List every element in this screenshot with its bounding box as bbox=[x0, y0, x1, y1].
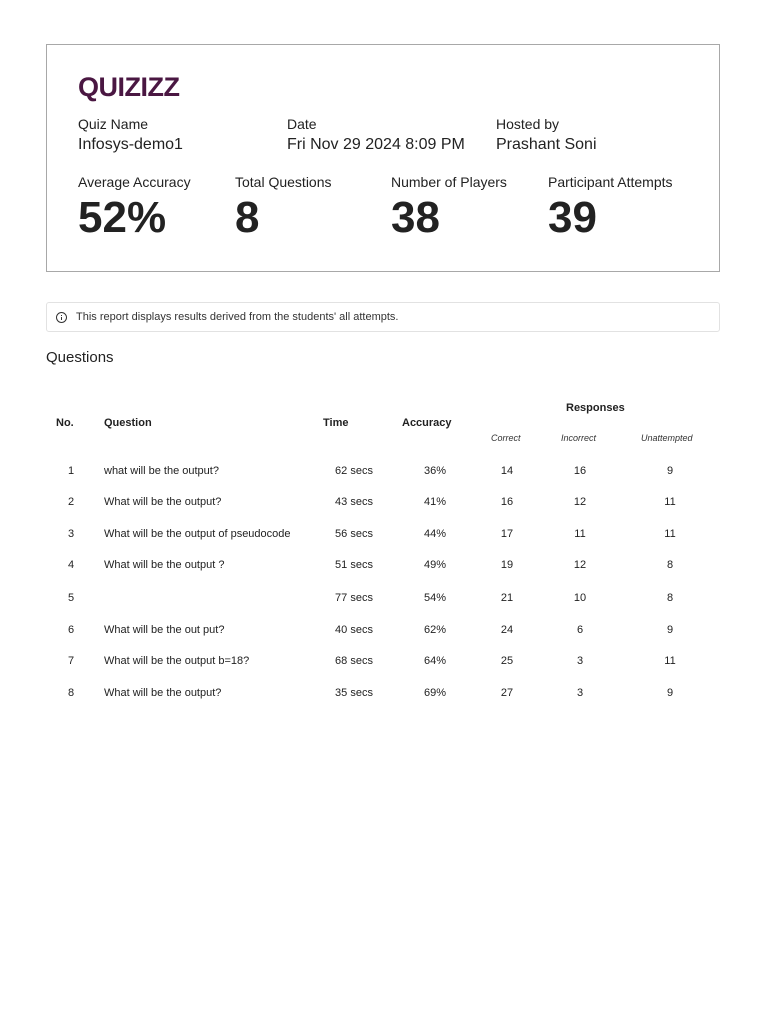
row-correct: 17 bbox=[500, 528, 514, 540]
row-correct: 24 bbox=[500, 624, 514, 636]
header-incorrect: Incorrect bbox=[561, 433, 597, 443]
number-of-players-value: 38 bbox=[391, 193, 440, 242]
row-unattempted: 8 bbox=[666, 592, 674, 604]
row-number: 1 bbox=[67, 465, 75, 477]
table-row bbox=[0, 461, 768, 481]
row-accuracy: 44% bbox=[423, 528, 447, 540]
row-correct: 16 bbox=[500, 496, 514, 508]
row-accuracy: 41% bbox=[423, 496, 447, 508]
row-number: 5 bbox=[67, 592, 75, 604]
participant-attempts-label: Participant Attempts bbox=[548, 174, 673, 190]
row-correct: 14 bbox=[500, 465, 514, 477]
attempts-notice bbox=[46, 302, 720, 332]
average-accuracy-label: Average Accuracy bbox=[78, 174, 191, 190]
row-question: What will be the out put? bbox=[104, 624, 225, 636]
row-correct: 25 bbox=[500, 655, 514, 667]
row-accuracy: 69% bbox=[423, 687, 447, 699]
row-question: what will be the output? bbox=[104, 465, 219, 477]
quiz-name-value: Infosys-demo1 bbox=[78, 136, 183, 153]
row-number: 6 bbox=[67, 624, 75, 636]
row-question: What will be the output? bbox=[104, 687, 222, 699]
row-number: 7 bbox=[67, 655, 75, 667]
number-of-players-label: Number of Players bbox=[391, 174, 507, 190]
header-unattempted: Unattempted bbox=[641, 433, 693, 443]
table-row bbox=[0, 651, 768, 671]
table-row bbox=[0, 555, 768, 575]
logo-text: QUIZIZZ bbox=[78, 72, 180, 102]
row-unattempted: 11 bbox=[664, 496, 676, 508]
header-responses: Responses bbox=[566, 402, 625, 414]
row-unattempted: 9 bbox=[666, 465, 674, 477]
row-incorrect: 3 bbox=[576, 687, 584, 699]
header-accuracy: Accuracy bbox=[402, 417, 452, 429]
row-question: What will be the output b=18? bbox=[104, 655, 250, 667]
row-incorrect: 12 bbox=[573, 496, 587, 508]
row-incorrect: 11 bbox=[574, 528, 586, 540]
header-correct: Correct bbox=[491, 433, 521, 443]
quiz-name-label: Quiz Name bbox=[78, 116, 149, 132]
row-accuracy: 49% bbox=[423, 559, 447, 571]
row-number: 4 bbox=[67, 559, 75, 571]
date-value: Fri Nov 29 2024 8:09 PM bbox=[287, 136, 465, 153]
header-no: No. bbox=[56, 417, 74, 429]
row-number: 8 bbox=[67, 687, 75, 699]
row-time: 68 secs bbox=[335, 655, 373, 667]
row-unattempted: 9 bbox=[666, 687, 674, 699]
row-time: 56 secs bbox=[335, 528, 373, 540]
notice-text: This report displays results derived from the students' all attempts. bbox=[76, 311, 399, 323]
row-unattempted: 8 bbox=[666, 559, 674, 571]
row-correct: 19 bbox=[500, 559, 514, 571]
row-accuracy: 62% bbox=[423, 624, 447, 636]
table-row bbox=[0, 620, 768, 640]
table-row bbox=[0, 492, 768, 512]
row-time: 43 secs bbox=[335, 496, 373, 508]
row-incorrect: 16 bbox=[573, 465, 587, 477]
row-incorrect: 3 bbox=[576, 655, 584, 667]
row-time: 51 secs bbox=[335, 559, 373, 571]
header-question: Question bbox=[104, 417, 152, 429]
row-time: 77 secs bbox=[335, 592, 373, 604]
row-accuracy: 54% bbox=[423, 592, 447, 604]
participant-attempts-value: 39 bbox=[548, 193, 597, 242]
row-accuracy: 64% bbox=[423, 655, 447, 667]
average-accuracy-value: 52% bbox=[78, 193, 167, 242]
hosted-by-value: Prashant Soni bbox=[496, 136, 597, 153]
quizizz-logo bbox=[78, 71, 179, 103]
row-time: 40 secs bbox=[335, 624, 373, 636]
row-number: 3 bbox=[67, 528, 75, 540]
row-incorrect: 6 bbox=[576, 624, 584, 636]
row-question: What will be the output? bbox=[104, 496, 222, 508]
hosted-by-label: Hosted by bbox=[496, 116, 560, 132]
quiz-summary-card bbox=[46, 44, 720, 272]
questions-section-title: Questions bbox=[46, 349, 114, 366]
info-icon bbox=[56, 312, 67, 323]
row-question: What will be the output of pseudocode bbox=[104, 528, 291, 540]
table-row bbox=[0, 588, 768, 608]
row-question: What will be the output ? bbox=[104, 559, 225, 571]
table-row bbox=[0, 524, 768, 544]
row-incorrect: 12 bbox=[573, 559, 587, 571]
row-time: 62 secs bbox=[335, 465, 373, 477]
row-unattempted: 11 bbox=[664, 655, 676, 667]
row-incorrect: 10 bbox=[573, 592, 587, 604]
total-questions-label: Total Questions bbox=[235, 174, 332, 190]
row-accuracy: 36% bbox=[423, 465, 447, 477]
row-unattempted: 9 bbox=[666, 624, 674, 636]
header-time: Time bbox=[323, 417, 349, 429]
row-correct: 27 bbox=[500, 687, 514, 699]
date-label: Date bbox=[287, 116, 317, 132]
row-correct: 21 bbox=[500, 592, 514, 604]
total-questions-value: 8 bbox=[235, 193, 260, 242]
row-time: 35 secs bbox=[335, 687, 373, 699]
row-number: 2 bbox=[67, 496, 75, 508]
table-row bbox=[0, 683, 768, 703]
row-unattempted: 11 bbox=[664, 528, 676, 540]
